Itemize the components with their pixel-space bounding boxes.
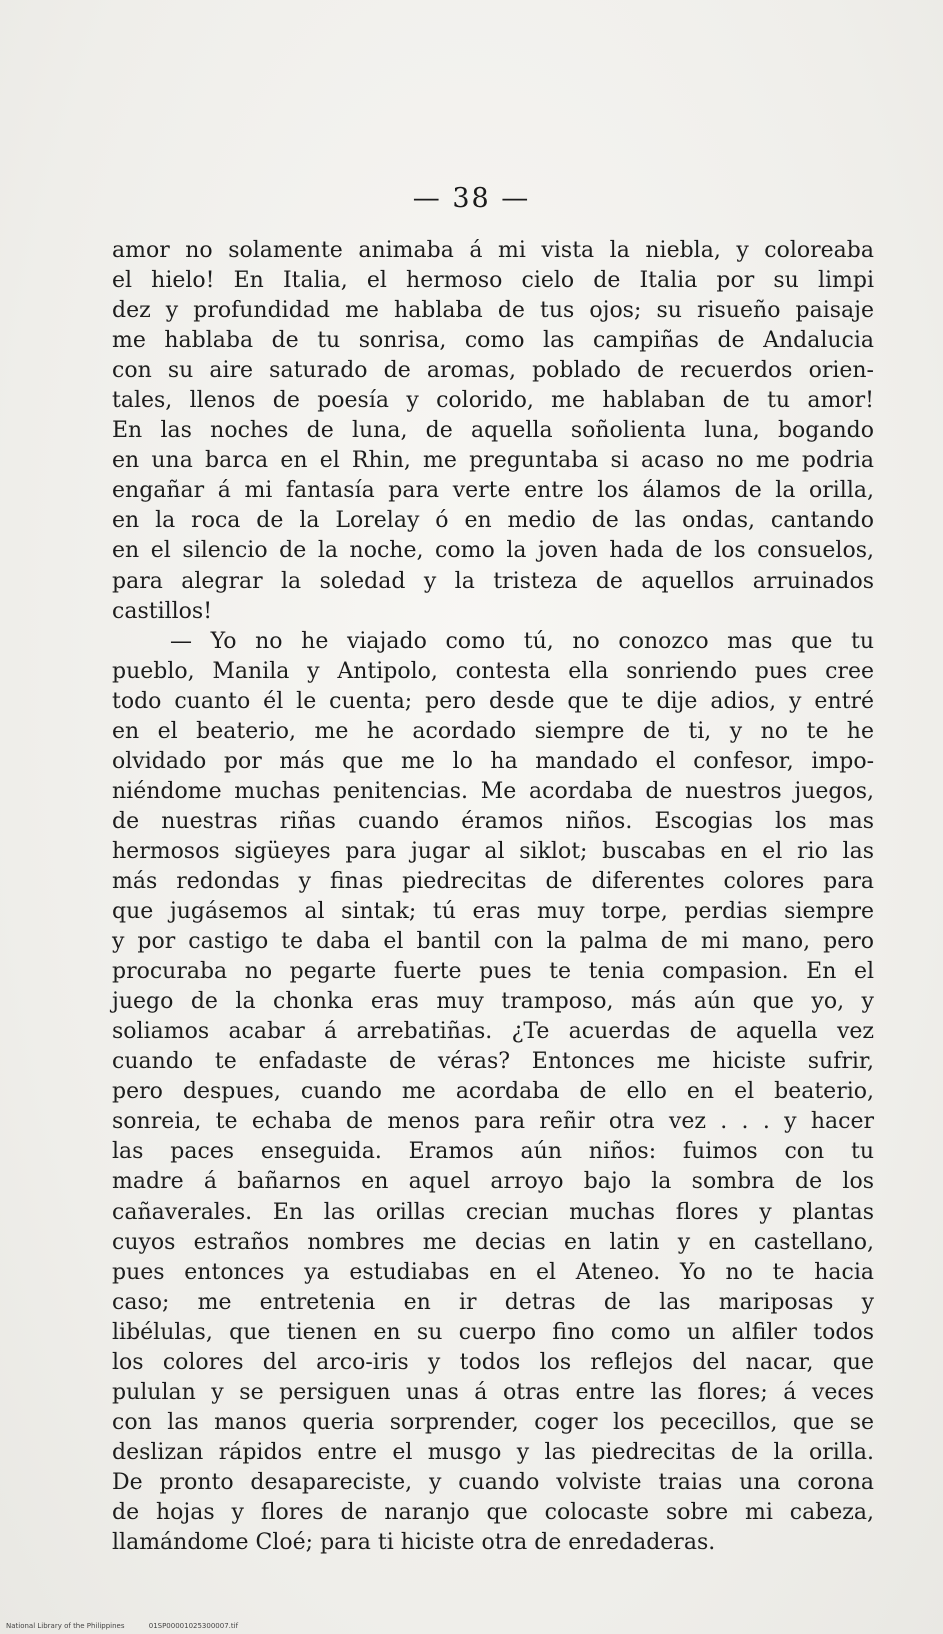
text-line: En las noches de luna, de aquella soñolienta luna, bogando <box>112 418 874 444</box>
text-line: cañaverales. En las orillas crecian muchas flores y plantas <box>112 1199 874 1225</box>
text-line: libélulas, que tienen en su cuerpo fino como un alfiler todos <box>112 1319 874 1345</box>
text-line: caso; me entretenia en ir detras de las mariposas y <box>112 1289 874 1315</box>
text-line: llamándome Cloé; para ti hiciste otra de enredaderas. <box>112 1530 716 1556</box>
text-line: de hojas y flores de naranjo que colocaste sobre mi cabeza, <box>112 1499 874 1525</box>
text-line: todo cuanto él le cuenta; pero desde que te dije adios, y entré <box>112 688 874 714</box>
text-line: madre á bañarnos en aquel arroyo bajo la sombra de los <box>112 1169 874 1195</box>
text-line: los colores del arco-iris y todos los reflejos del nacar, que <box>112 1349 874 1375</box>
page-number: — 38 — <box>412 183 531 214</box>
text-line: — Yo no he viajado como tú, no conozco mas que tu <box>170 628 874 654</box>
text-line: en la roca de la Lorelay ó en medio de las ondas, cantando <box>112 508 874 534</box>
text-line: juego de la chonka eras muy tramposo, más aún que yo, y <box>112 989 874 1015</box>
text-line: pero despues, cuando me acordaba de ello en el beaterio, <box>112 1079 874 1105</box>
scan-footer <box>6 1622 260 1630</box>
text-line: cuyos estraños nombres me decias en latin y en castellano, <box>112 1229 874 1255</box>
text-line: tales, llenos de poesía y colorido, me hablaban de tu amor! <box>112 388 874 414</box>
text-line: con su aire saturado de aromas, poblado de recuerdos orien- <box>112 358 874 384</box>
text-line: para alegrar la soledad y la tristeza de aquellos arruinados <box>112 568 874 594</box>
text-line: deslizan rápidos entre el musgo y las piedrecitas de la orilla. <box>112 1439 874 1465</box>
text-line: de nuestras riñas cuando éramos niños. Escogias los mas <box>112 808 874 834</box>
text-line: dez y profundidad me hablaba de tus ojos; su risueño paisaje <box>112 298 874 324</box>
text-line: que jugásemos al sintak; tú eras muy torpe, perdias siempre <box>112 899 874 925</box>
text-line: soliamos acabar á arrebatiñas. ¿Te acuerdas de aquella vez <box>112 1019 874 1045</box>
text-line: y por castigo te daba el bantil con la palma de mi mano, pero <box>112 929 874 955</box>
text-line: pululan y se persiguen unas á otras entre las flores; á veces <box>112 1379 874 1405</box>
text-line: pueblo, Manila y Antipolo, contesta ella sonriendo pues cree <box>112 658 874 684</box>
text-line: las paces enseguida. Eramos aún niños: fuimos con tu <box>112 1139 874 1165</box>
text-line: castillos! <box>112 598 213 624</box>
text-line: cuando te enfadaste de véras? Entonces me hiciste sufrir, <box>112 1049 874 1075</box>
footer-library: National Library of the Philippines <box>6 1622 125 1630</box>
text-line: niéndome muchas penitencias. Me acordaba de nuestros juegos, <box>112 778 874 804</box>
text-line: olvidado por más que me lo ha mandado el confesor, impo- <box>112 748 874 774</box>
text-line: procuraba no pegarte fuerte pues te tenia compasion. En el <box>112 959 874 985</box>
text-line: pues entonces ya estudiabas en el Ateneo. Yo no te hacia <box>112 1259 874 1285</box>
text-line: con las manos queria sorprender, coger los pececillos, que se <box>112 1409 874 1435</box>
text-line: amor no solamente animaba á mi vista la niebla, y coloreaba <box>112 238 874 263</box>
text-line: en el silencio de la noche, como la joven hada de los consuelos, <box>112 538 874 564</box>
text-line: sonreia, te echaba de menos para reñir otra vez . . . y hacer <box>112 1109 874 1135</box>
text-line: engañar á mi fantasía para verte entre los álamos de la orilla, <box>112 478 874 504</box>
text-line: en una barca en el Rhin, me preguntaba si acaso no me podria <box>112 448 874 474</box>
footer-code: 01SP00001025300007.tif <box>148 1622 239 1630</box>
text-line: hermosos sigüeyes para jugar al siklot; buscabas en el rio las <box>112 838 874 864</box>
text-line: más redondas y finas piedrecitas de diferentes colores para <box>112 868 874 894</box>
text-line: me hablaba de tu sonrisa, como las campiñas de Andalucia <box>112 328 874 354</box>
text-line: De pronto desapareciste, y cuando volviste traias una corona <box>112 1469 874 1495</box>
body-text <box>112 236 874 1558</box>
text-line: el hielo! En Italia, el hermoso cielo de Italia por su limpi <box>112 268 874 294</box>
text-line: en el beaterio, me he acordado siempre de ti, y no te he <box>112 718 874 744</box>
